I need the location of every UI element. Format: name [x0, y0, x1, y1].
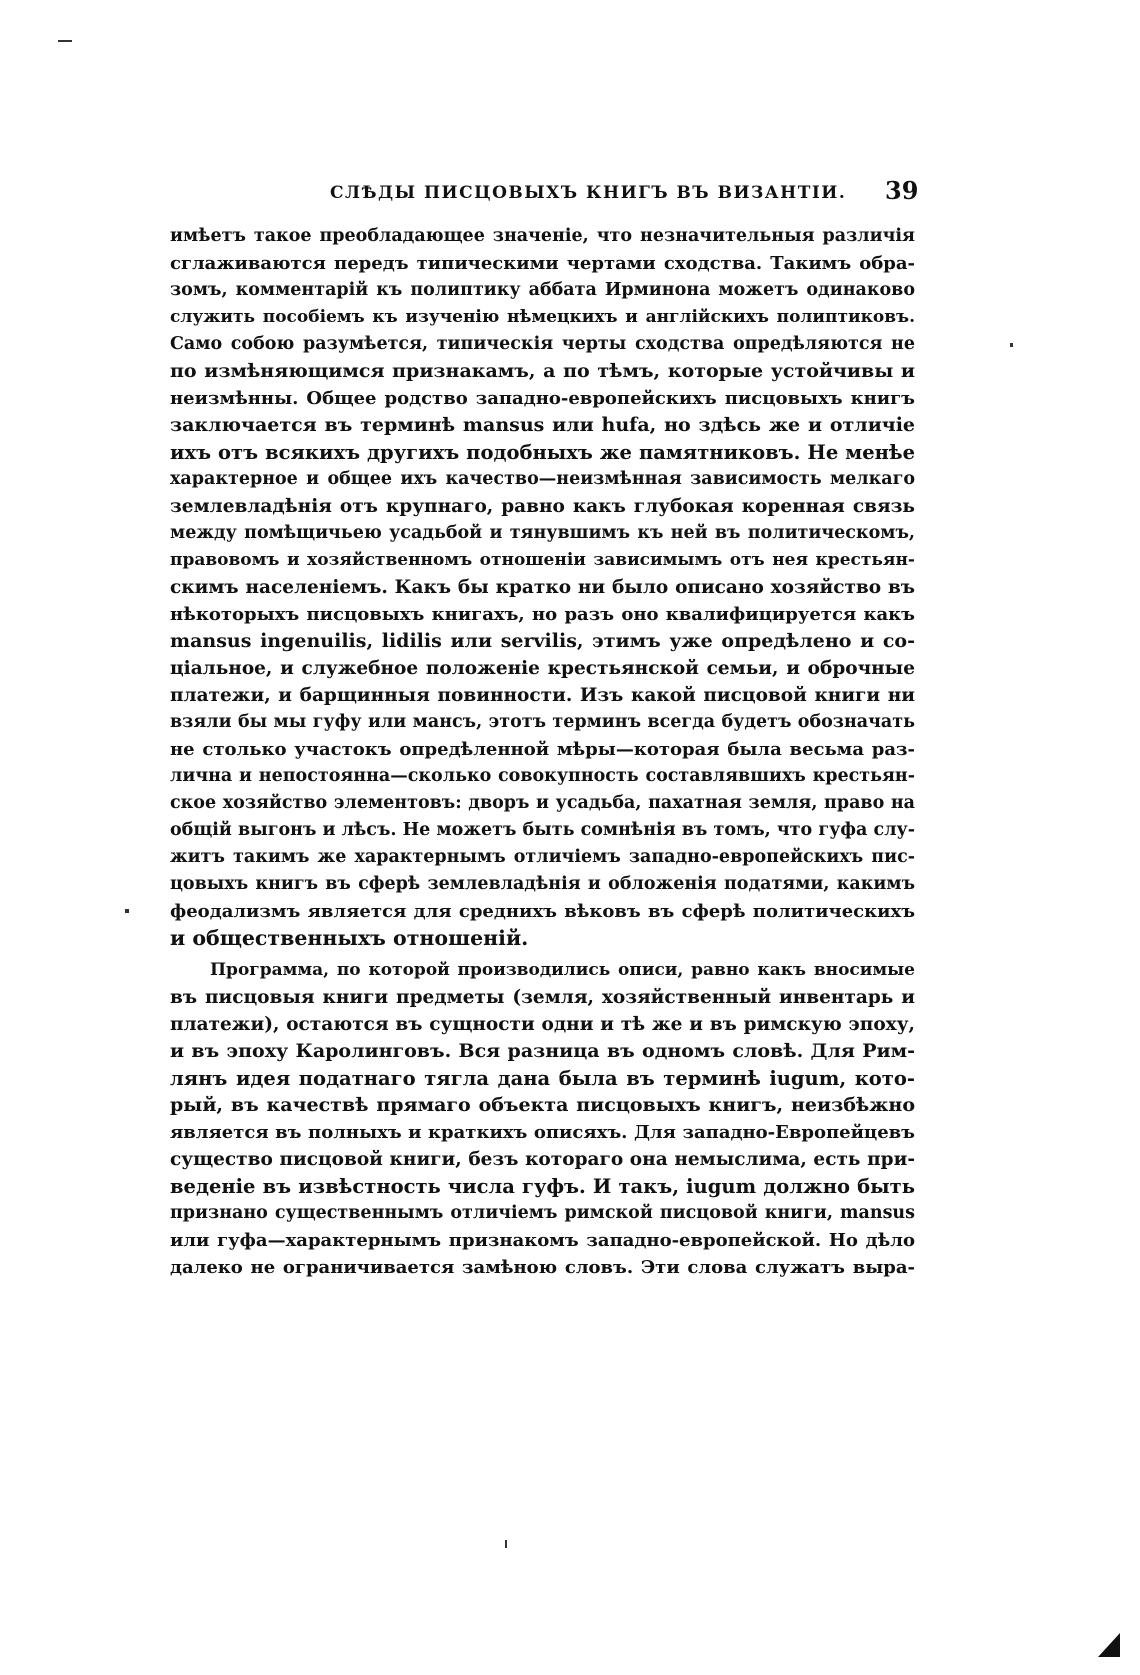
- text-line: Само собою разумѣется, типическія черты сходства опредѣляются не: [170, 334, 915, 354]
- paragraph-start-line: Программа, по которой производились описи, равно какъ вносимые: [210, 960, 915, 980]
- text-line: ское хозяйство элементовъ: дворъ и усадьба, пахатная земля, право на: [170, 793, 915, 813]
- text-line: и общественныхъ отношеній.: [170, 926, 529, 950]
- page-number: 39: [885, 176, 919, 205]
- text-line: служить пособіемъ къ изученію нѣмецкихъ и англійскихъ полиптиковъ.: [170, 307, 915, 327]
- text-line: сглаживаются передъ типическими чертами сходства. Такимъ обра-: [170, 253, 915, 274]
- text-line: въ писцовыя книги предметы (земля, хозяйственный инвентарь и: [170, 987, 915, 1008]
- text-line: житъ такимъ же характернымъ отличіемъ западно-европейскихъ пис-: [170, 847, 915, 867]
- text-line: общій выгонъ и лѣсъ. Не можетъ быть сомнѣнія въ томъ, что гуфа слу-: [170, 820, 915, 840]
- text-line: ихъ отъ всякихъ другихъ подобныхъ же памятниковъ. Не менѣе: [170, 441, 915, 464]
- text-line: и въ эпоху Каролинговъ. Вся разница въ одномъ словѣ. Для Рим-: [170, 1040, 915, 1062]
- text-line: по измѣняющимся признакамъ, а по тѣмъ, которые устойчивы и: [170, 360, 915, 382]
- text-line: правовомъ и хозяйственномъ отношеніи зависимымъ отъ нея крестьян-: [170, 550, 915, 570]
- text-line: платежи, и барщинныя повинности. Изъ какой писцовой книги ни: [170, 685, 915, 706]
- text-line: имѣетъ такое преобладающее значеніе, что незначительныя различія: [170, 226, 915, 246]
- text-line: признано существеннымъ отличіемъ римской писцовой книги, mansus: [170, 1203, 915, 1223]
- text-line: неизмѣнны. Общее родство западно-европейскихъ писцовыхъ книгъ: [170, 388, 915, 409]
- text-line: не столько участокъ опредѣленной мѣры—которая была весьма раз-: [170, 739, 915, 760]
- text-line: характерное и общее ихъ качество—неизмѣнная зависимость мелкаго: [170, 469, 915, 489]
- text-line: веденіе въ извѣстность числа гуфъ. И такъ, iugum должно быть: [170, 1175, 915, 1198]
- text-line: заключается въ терминѣ mansus или hufa, но здѣсь же и отличіе: [170, 414, 915, 436]
- text-line: взяли бы мы гуфу или мансъ, этотъ терминъ всегда будетъ обозначать: [170, 712, 915, 732]
- text-line: феодализмъ является для среднихъ вѣковъ въ сферѣ политическихъ: [170, 901, 915, 922]
- stray-dot: [505, 1540, 507, 1548]
- text-line: далеко не ограничивается замѣною словъ. Эти слова служатъ выра-: [170, 1257, 915, 1278]
- text-line: платежи), остаются въ сущности одни и тѣ же и въ римскую эпоху,: [170, 1014, 915, 1035]
- text-line: нѣкоторыхъ писцовыхъ книгахъ, но разъ оно квалифицируется какъ: [170, 604, 915, 625]
- corner-scan-mark: [1098, 1633, 1120, 1657]
- text-line: скимъ населеніемъ. Какъ бы кратко ни было описано хозяйство въ: [170, 577, 915, 598]
- top-left-stray-mark: [58, 40, 72, 42]
- text-line: между помѣщичьею усадьбой и тянувшимъ къ ней въ политическомъ,: [170, 523, 915, 543]
- text-line: является въ полныхъ и краткихъ описяхъ. Для западно-Европейцевъ: [170, 1122, 915, 1143]
- text-line: зомъ, комментарій къ полиптику аббата Ирминона можетъ одинаково: [170, 280, 915, 300]
- stray-dot: [125, 909, 129, 913]
- text-line: ціальное, и служебное положеніе крестьянской семьи, и оброчные: [170, 658, 915, 679]
- text-line: лянъ идея податнаго тягла дана была въ терминѣ iugum, кото-: [170, 1067, 915, 1090]
- running-title: СЛѢДЫ ПИСЦОВЫХЪ КНИГЪ ВЪ ВИЗАНТІИ.: [330, 183, 847, 203]
- text-line: лична и непостоянна—сколько совокупность составлявшихъ крестьян-: [170, 766, 915, 786]
- text-line: или гуфа—характернымъ признакомъ западно-европейской. Но дѣло: [170, 1230, 915, 1251]
- text-line: цовыхъ книгъ въ сферѣ землевладѣнія и обложенія податями, какимъ: [170, 874, 915, 894]
- stray-dot: [1010, 343, 1013, 347]
- text-line: mansus ingenuilis, lidilis или servilis, этимъ уже опредѣлено и со-: [170, 630, 915, 652]
- text-line: рый, въ качествѣ прямаго объекта писцовыхъ книгъ, неизбѣжно: [170, 1094, 915, 1116]
- text-line: существо писцовой книги, безъ котораго она немыслима, есть при-: [170, 1149, 915, 1170]
- text-line: землевладѣнія отъ крупнаго, равно какъ глубокая коренная связь: [170, 496, 915, 517]
